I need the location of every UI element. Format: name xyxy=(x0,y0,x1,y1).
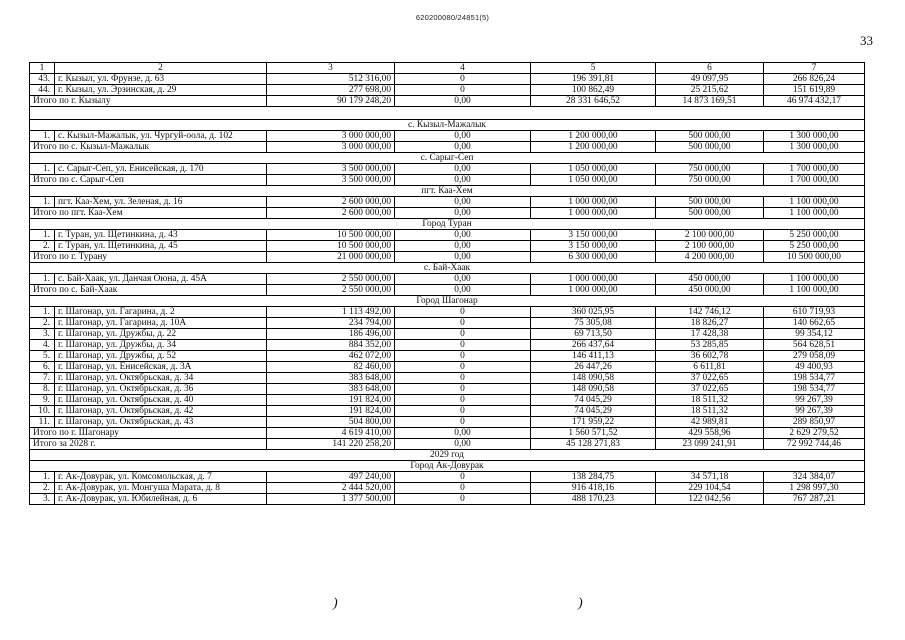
total-amount: 1 000 000,00 xyxy=(531,208,656,219)
amount-cell: 0,00 xyxy=(395,230,531,241)
amount-cell: 17 428,38 xyxy=(656,329,764,340)
amount-cell: 0 xyxy=(395,494,531,505)
section-title: с. Сарыг-Сеп xyxy=(30,153,865,164)
amount-cell: 324 384,07 xyxy=(764,472,865,483)
amount-cell: 1 377 500,00 xyxy=(267,494,395,505)
amount-cell: 142 746,12 xyxy=(656,307,764,318)
total-amount: 10 500 000,00 xyxy=(764,252,865,263)
total-amount: 72 992 744,46 xyxy=(764,439,865,450)
total-amount: 2 629 279,52 xyxy=(764,428,865,439)
amount-cell: 191 824,00 xyxy=(267,395,395,406)
amount-cell: 18 511,32 xyxy=(656,395,764,406)
amount-cell: 36 602,78 xyxy=(656,351,764,362)
total-amount: 1 200 000,00 xyxy=(531,142,656,153)
row-number: 43. xyxy=(30,74,55,85)
total-amount: 4 200 000,00 xyxy=(656,252,764,263)
table-row xyxy=(30,472,865,483)
data-table xyxy=(29,62,865,505)
table-row xyxy=(30,362,865,373)
table-row xyxy=(30,307,865,318)
amount-cell: 0,00 xyxy=(395,164,531,175)
row-number: 1. xyxy=(30,230,55,241)
total-amount: 6 300 000,00 xyxy=(531,252,656,263)
total-amount: 1 300 000,00 xyxy=(764,142,865,153)
amount-cell: 0,00 xyxy=(395,274,531,285)
row-number: 3. xyxy=(30,329,55,340)
total-row xyxy=(30,439,865,450)
amount-cell: 34 571,18 xyxy=(656,472,764,483)
column-number: 1 xyxy=(30,63,55,74)
amount-cell: 0,00 xyxy=(395,131,531,142)
amount-cell: 3 500 000,00 xyxy=(267,164,395,175)
total-amount: 750 000,00 xyxy=(656,175,764,186)
total-row xyxy=(30,175,865,186)
amount-cell: 266 437,64 xyxy=(531,340,656,351)
address-cell: г. Туран, ул. Щетинкина, д. 43 xyxy=(55,230,267,241)
table-row xyxy=(30,384,865,395)
amount-cell: 1 300 000,00 xyxy=(764,131,865,142)
amount-cell: 1 050 000,00 xyxy=(531,164,656,175)
amount-cell: 198 534,77 xyxy=(764,373,865,384)
amount-cell: 0 xyxy=(395,395,531,406)
amount-cell: 500 000,00 xyxy=(656,197,764,208)
amount-cell: 0 xyxy=(395,340,531,351)
amount-cell: 3 000 000,00 xyxy=(267,131,395,142)
amount-cell: 10 500 000,00 xyxy=(267,241,395,252)
address-cell: г. Ак-Довурак, ул. Юбилейная, д. 6 xyxy=(55,494,267,505)
amount-cell: 0 xyxy=(395,384,531,395)
total-amount: 3 000 000,00 xyxy=(267,142,395,153)
total-amount: 0,00 xyxy=(395,285,531,296)
spacer-row xyxy=(30,107,865,120)
table-row xyxy=(30,395,865,406)
row-number: 3. xyxy=(30,494,55,505)
total-amount: 28 331 646,52 xyxy=(531,96,656,107)
amount-cell: 610 719,93 xyxy=(764,307,865,318)
section-title: Город Туран xyxy=(30,219,865,230)
total-label: Итого по с. Сарыг-Сеп xyxy=(30,175,267,186)
amount-cell: 277 698,00 xyxy=(267,85,395,96)
total-amount: 450 000,00 xyxy=(656,285,764,296)
amount-cell: 2 100 000,00 xyxy=(656,230,764,241)
total-amount: 1 700 000,00 xyxy=(764,175,865,186)
amount-cell: 6 611,81 xyxy=(656,362,764,373)
amount-cell: 0 xyxy=(395,74,531,85)
document-code: 620200080/24851(5) xyxy=(415,13,490,22)
address-cell: с. Сарыг-Сеп, ул. Енисейская, д. 170 xyxy=(55,164,267,175)
handwritten-mark: ) xyxy=(578,596,583,611)
total-amount: 0,00 xyxy=(395,208,531,219)
table-row xyxy=(30,230,865,241)
amount-cell: 450 000,00 xyxy=(656,274,764,285)
row-number: 2. xyxy=(30,241,55,252)
amount-cell: 1 100 000,00 xyxy=(764,197,865,208)
total-row xyxy=(30,96,865,107)
row-number: 1. xyxy=(30,472,55,483)
section-row xyxy=(30,153,865,164)
address-cell: г. Шагонар, ул. Октябрьская, д. 43 xyxy=(55,417,267,428)
table-row xyxy=(30,197,865,208)
amount-cell: 0 xyxy=(395,307,531,318)
table-row xyxy=(30,494,865,505)
amount-cell: 18 511,32 xyxy=(656,406,764,417)
section-title: 2029 год xyxy=(30,450,865,461)
total-label: Итого по с. Кызыл-Мажалык xyxy=(30,142,267,153)
amount-cell: 229 104,54 xyxy=(656,483,764,494)
table-row xyxy=(30,131,865,142)
row-number: 1. xyxy=(30,197,55,208)
amount-cell: 49 400,93 xyxy=(764,362,865,373)
row-number: 10. xyxy=(30,406,55,417)
amount-cell: 5 250 000,00 xyxy=(764,241,865,252)
total-amount: 0,00 xyxy=(395,175,531,186)
amount-cell: 504 800,00 xyxy=(267,417,395,428)
amount-cell: 191 824,00 xyxy=(267,406,395,417)
amount-cell: 266 826,24 xyxy=(764,74,865,85)
handwritten-mark: ) xyxy=(333,596,338,611)
column-number-row xyxy=(30,63,865,74)
amount-cell: 99 267,39 xyxy=(764,406,865,417)
address-cell: г. Шагонар, ул. Гагарина, д. 2 xyxy=(55,307,267,318)
amount-cell: 0 xyxy=(395,318,531,329)
table-row xyxy=(30,164,865,175)
section-row xyxy=(30,461,865,472)
amount-cell: 10 500 000,00 xyxy=(267,230,395,241)
total-amount: 0,00 xyxy=(395,142,531,153)
column-number: 2 xyxy=(55,63,267,74)
amount-cell: 0 xyxy=(395,373,531,384)
section-title: Город Шагонар xyxy=(30,296,865,307)
amount-cell: 146 411,13 xyxy=(531,351,656,362)
table-row xyxy=(30,417,865,428)
section-title: пгт. Каа-Хем xyxy=(30,186,865,197)
amount-cell: 0 xyxy=(395,406,531,417)
total-row xyxy=(30,208,865,219)
total-amount: 0,00 xyxy=(395,96,531,107)
row-number: 11. xyxy=(30,417,55,428)
amount-cell: 100 862,49 xyxy=(531,85,656,96)
total-amount: 0,00 xyxy=(395,252,531,263)
row-number: 2. xyxy=(30,483,55,494)
amount-cell: 0 xyxy=(395,472,531,483)
column-number: 5 xyxy=(531,63,656,74)
total-amount: 46 974 432,17 xyxy=(764,96,865,107)
amount-cell: 0 xyxy=(395,351,531,362)
amount-cell: 234 794,00 xyxy=(267,318,395,329)
amount-cell: 42 989,81 xyxy=(656,417,764,428)
total-amount: 2 550 000,00 xyxy=(267,285,395,296)
amount-cell: 383 648,00 xyxy=(267,384,395,395)
section-row xyxy=(30,219,865,230)
table-row xyxy=(30,351,865,362)
total-label: Итого по с. Бай-Хаак xyxy=(30,285,267,296)
total-amount: 3 500 000,00 xyxy=(267,175,395,186)
address-cell: г. Шагонар, ул. Гагарина, д. 10А xyxy=(55,318,267,329)
total-row xyxy=(30,142,865,153)
amount-cell: 82 460,00 xyxy=(267,362,395,373)
column-number: 7 xyxy=(764,63,865,74)
amount-cell: 1 298 997,30 xyxy=(764,483,865,494)
amount-cell: 462 072,00 xyxy=(267,351,395,362)
row-number: 4. xyxy=(30,340,55,351)
section-row xyxy=(30,450,865,461)
total-amount: 1 050 000,00 xyxy=(531,175,656,186)
amount-cell: 26 447,26 xyxy=(531,362,656,373)
amount-cell: 0 xyxy=(395,85,531,96)
total-label: Итого по г. Турану xyxy=(30,252,267,263)
amount-cell: 500 000,00 xyxy=(656,131,764,142)
row-number: 8. xyxy=(30,384,55,395)
table-row xyxy=(30,329,865,340)
amount-cell: 53 285,85 xyxy=(656,340,764,351)
amount-cell: 75 305,08 xyxy=(531,318,656,329)
total-row xyxy=(30,285,865,296)
address-cell: г. Шагонар, ул. Октябрьская, д. 42 xyxy=(55,406,267,417)
table-row xyxy=(30,318,865,329)
total-amount: 23 099 241,91 xyxy=(656,439,764,450)
amount-cell: 3 150 000,00 xyxy=(531,241,656,252)
amount-cell: 148 090,58 xyxy=(531,373,656,384)
amount-cell: 0 xyxy=(395,362,531,373)
amount-cell: 49 097,95 xyxy=(656,74,764,85)
empty-cell xyxy=(30,107,865,120)
amount-cell: 37 022,65 xyxy=(656,384,764,395)
address-cell: г. Кызыл, ул. Фрунзе, д. 63 xyxy=(55,74,267,85)
amount-cell: 512 316,00 xyxy=(267,74,395,85)
total-label: Итого по г. Шагонару xyxy=(30,428,267,439)
total-amount: 429 558,96 xyxy=(656,428,764,439)
page-number: 33 xyxy=(860,33,873,48)
amount-cell: 750 000,00 xyxy=(656,164,764,175)
total-amount: 1 100 000,00 xyxy=(764,208,865,219)
address-cell: г. Шагонар, ул. Дружбы, д. 22 xyxy=(55,329,267,340)
total-row xyxy=(30,252,865,263)
amount-cell: 383 648,00 xyxy=(267,373,395,384)
row-number: 1. xyxy=(30,131,55,142)
total-row xyxy=(30,428,865,439)
column-number: 6 xyxy=(656,63,764,74)
total-amount: 500 000,00 xyxy=(656,208,764,219)
amount-cell: 1 000 000,00 xyxy=(531,197,656,208)
amount-cell: 0 xyxy=(395,483,531,494)
amount-cell: 196 391,81 xyxy=(531,74,656,85)
amount-cell: 18 826,27 xyxy=(656,318,764,329)
amount-cell: 140 662,65 xyxy=(764,318,865,329)
amount-cell: 1 700 000,00 xyxy=(764,164,865,175)
amount-cell: 138 284,75 xyxy=(531,472,656,483)
table-row xyxy=(30,483,865,494)
amount-cell: 0 xyxy=(395,417,531,428)
table-row xyxy=(30,74,865,85)
table-row xyxy=(30,274,865,285)
table-row xyxy=(30,85,865,96)
amount-cell: 148 090,58 xyxy=(531,384,656,395)
amount-cell: 25 215,62 xyxy=(656,85,764,96)
amount-cell: 767 287,21 xyxy=(764,494,865,505)
row-number: 9. xyxy=(30,395,55,406)
amount-cell: 122 042,56 xyxy=(656,494,764,505)
row-number: 2. xyxy=(30,318,55,329)
amount-cell: 1 100 000,00 xyxy=(764,274,865,285)
column-number: 3 xyxy=(267,63,395,74)
amount-cell: 74 045,29 xyxy=(531,395,656,406)
total-amount: 2 600 000,00 xyxy=(267,208,395,219)
amount-cell: 564 628,51 xyxy=(764,340,865,351)
address-cell: г. Шагонар, ул. Дружбы, д. 34 xyxy=(55,340,267,351)
address-cell: г. Шагонар, ул. Енисейская, д. 3А xyxy=(55,362,267,373)
total-amount: 141 220 258,20 xyxy=(267,439,395,450)
address-cell: с. Кызыл-Мажалык, ул. Чургуй-оола, д. 102 xyxy=(55,131,267,142)
amount-cell: 0,00 xyxy=(395,241,531,252)
total-amount: 0,00 xyxy=(395,439,531,450)
amount-cell: 171 959,22 xyxy=(531,417,656,428)
total-label: Итого по пгт. Каа-Хем xyxy=(30,208,267,219)
row-number: 7. xyxy=(30,373,55,384)
amount-cell: 198 534,77 xyxy=(764,384,865,395)
address-cell: пгт. Каа-Хем, ул. Зеленая, д. 16 xyxy=(55,197,267,208)
total-label: Итого по г. Кызылу xyxy=(30,96,267,107)
amount-cell: 884 352,00 xyxy=(267,340,395,351)
total-amount: 90 179 248,20 xyxy=(267,96,395,107)
total-amount: 14 873 169,51 xyxy=(656,96,764,107)
section-title: с. Бай-Хаак xyxy=(30,263,865,274)
amount-cell: 497 240,00 xyxy=(267,472,395,483)
section-title: с. Кызыл-Мажалык xyxy=(30,120,865,131)
amount-cell: 99 267,39 xyxy=(764,395,865,406)
amount-cell: 37 022,65 xyxy=(656,373,764,384)
row-number: 44. xyxy=(30,85,55,96)
address-cell: г. Шагонар, ул. Октябрьская, д. 40 xyxy=(55,395,267,406)
table-row xyxy=(30,241,865,252)
amount-cell: 69 713,50 xyxy=(531,329,656,340)
total-amount: 1 100 000,00 xyxy=(764,285,865,296)
amount-cell: 186 496,00 xyxy=(267,329,395,340)
table-row xyxy=(30,406,865,417)
row-number: 1. xyxy=(30,164,55,175)
amount-cell: 289 850,97 xyxy=(764,417,865,428)
section-title: Город Ак-Довурак xyxy=(30,461,865,472)
amount-cell: 151 619,89 xyxy=(764,85,865,96)
amount-cell: 279 058,09 xyxy=(764,351,865,362)
amount-cell: 5 250 000,00 xyxy=(764,230,865,241)
section-row xyxy=(30,120,865,131)
row-number: 1. xyxy=(30,274,55,285)
total-amount: 1 560 571,52 xyxy=(531,428,656,439)
amount-cell: 2 100 000,00 xyxy=(656,241,764,252)
amount-cell: 0 xyxy=(395,329,531,340)
address-cell: г. Туран, ул. Щетинкина, д. 45 xyxy=(55,241,267,252)
address-cell: с. Бай-Хаак, ул. Данчая Оюна, д. 45А xyxy=(55,274,267,285)
amount-cell: 1 000 000,00 xyxy=(531,274,656,285)
section-row xyxy=(30,296,865,307)
amount-cell: 1 113 492,00 xyxy=(267,307,395,318)
total-amount: 21 000 000,00 xyxy=(267,252,395,263)
amount-cell: 488 170,23 xyxy=(531,494,656,505)
total-amount: 45 128 271,83 xyxy=(531,439,656,450)
total-amount: 4 619 410,00 xyxy=(267,428,395,439)
amount-cell: 360 025,95 xyxy=(531,307,656,318)
amount-cell: 74 045,29 xyxy=(531,406,656,417)
amount-cell: 0,00 xyxy=(395,197,531,208)
row-number: 1. xyxy=(30,307,55,318)
address-cell: г. Шагонар, ул. Дружбы, д. 52 xyxy=(55,351,267,362)
amount-cell: 99 354,12 xyxy=(764,329,865,340)
table-row xyxy=(30,373,865,384)
address-cell: г. Шагонар, ул. Октябрьская, д. 34 xyxy=(55,373,267,384)
section-row xyxy=(30,263,865,274)
address-cell: г. Шагонар, ул. Октябрьская, д. 36 xyxy=(55,384,267,395)
amount-cell: 2 550 000,00 xyxy=(267,274,395,285)
row-number: 6. xyxy=(30,362,55,373)
column-number: 4 xyxy=(395,63,531,74)
address-cell: г. Ак-Довурак, ул. Комсомольская, д. 7 xyxy=(55,472,267,483)
total-amount: 500 000,00 xyxy=(656,142,764,153)
row-number: 5. xyxy=(30,351,55,362)
amount-cell: 2 444 520,00 xyxy=(267,483,395,494)
table-row xyxy=(30,340,865,351)
amount-cell: 2 600 000,00 xyxy=(267,197,395,208)
amount-cell: 3 150 000,00 xyxy=(531,230,656,241)
amount-cell: 916 418,16 xyxy=(531,483,656,494)
amount-cell: 1 200 000,00 xyxy=(531,131,656,142)
total-amount: 0,00 xyxy=(395,428,531,439)
section-row xyxy=(30,186,865,197)
address-cell: г. Кызыл, ул. Эрзинская, д. 29 xyxy=(55,85,267,96)
address-cell: г. Ак-Довурак, ул. Монгуша Марата, д. 8 xyxy=(55,483,267,494)
total-amount: 1 000 000,00 xyxy=(531,285,656,296)
total-label: Итого за 2028 г. xyxy=(30,439,267,450)
